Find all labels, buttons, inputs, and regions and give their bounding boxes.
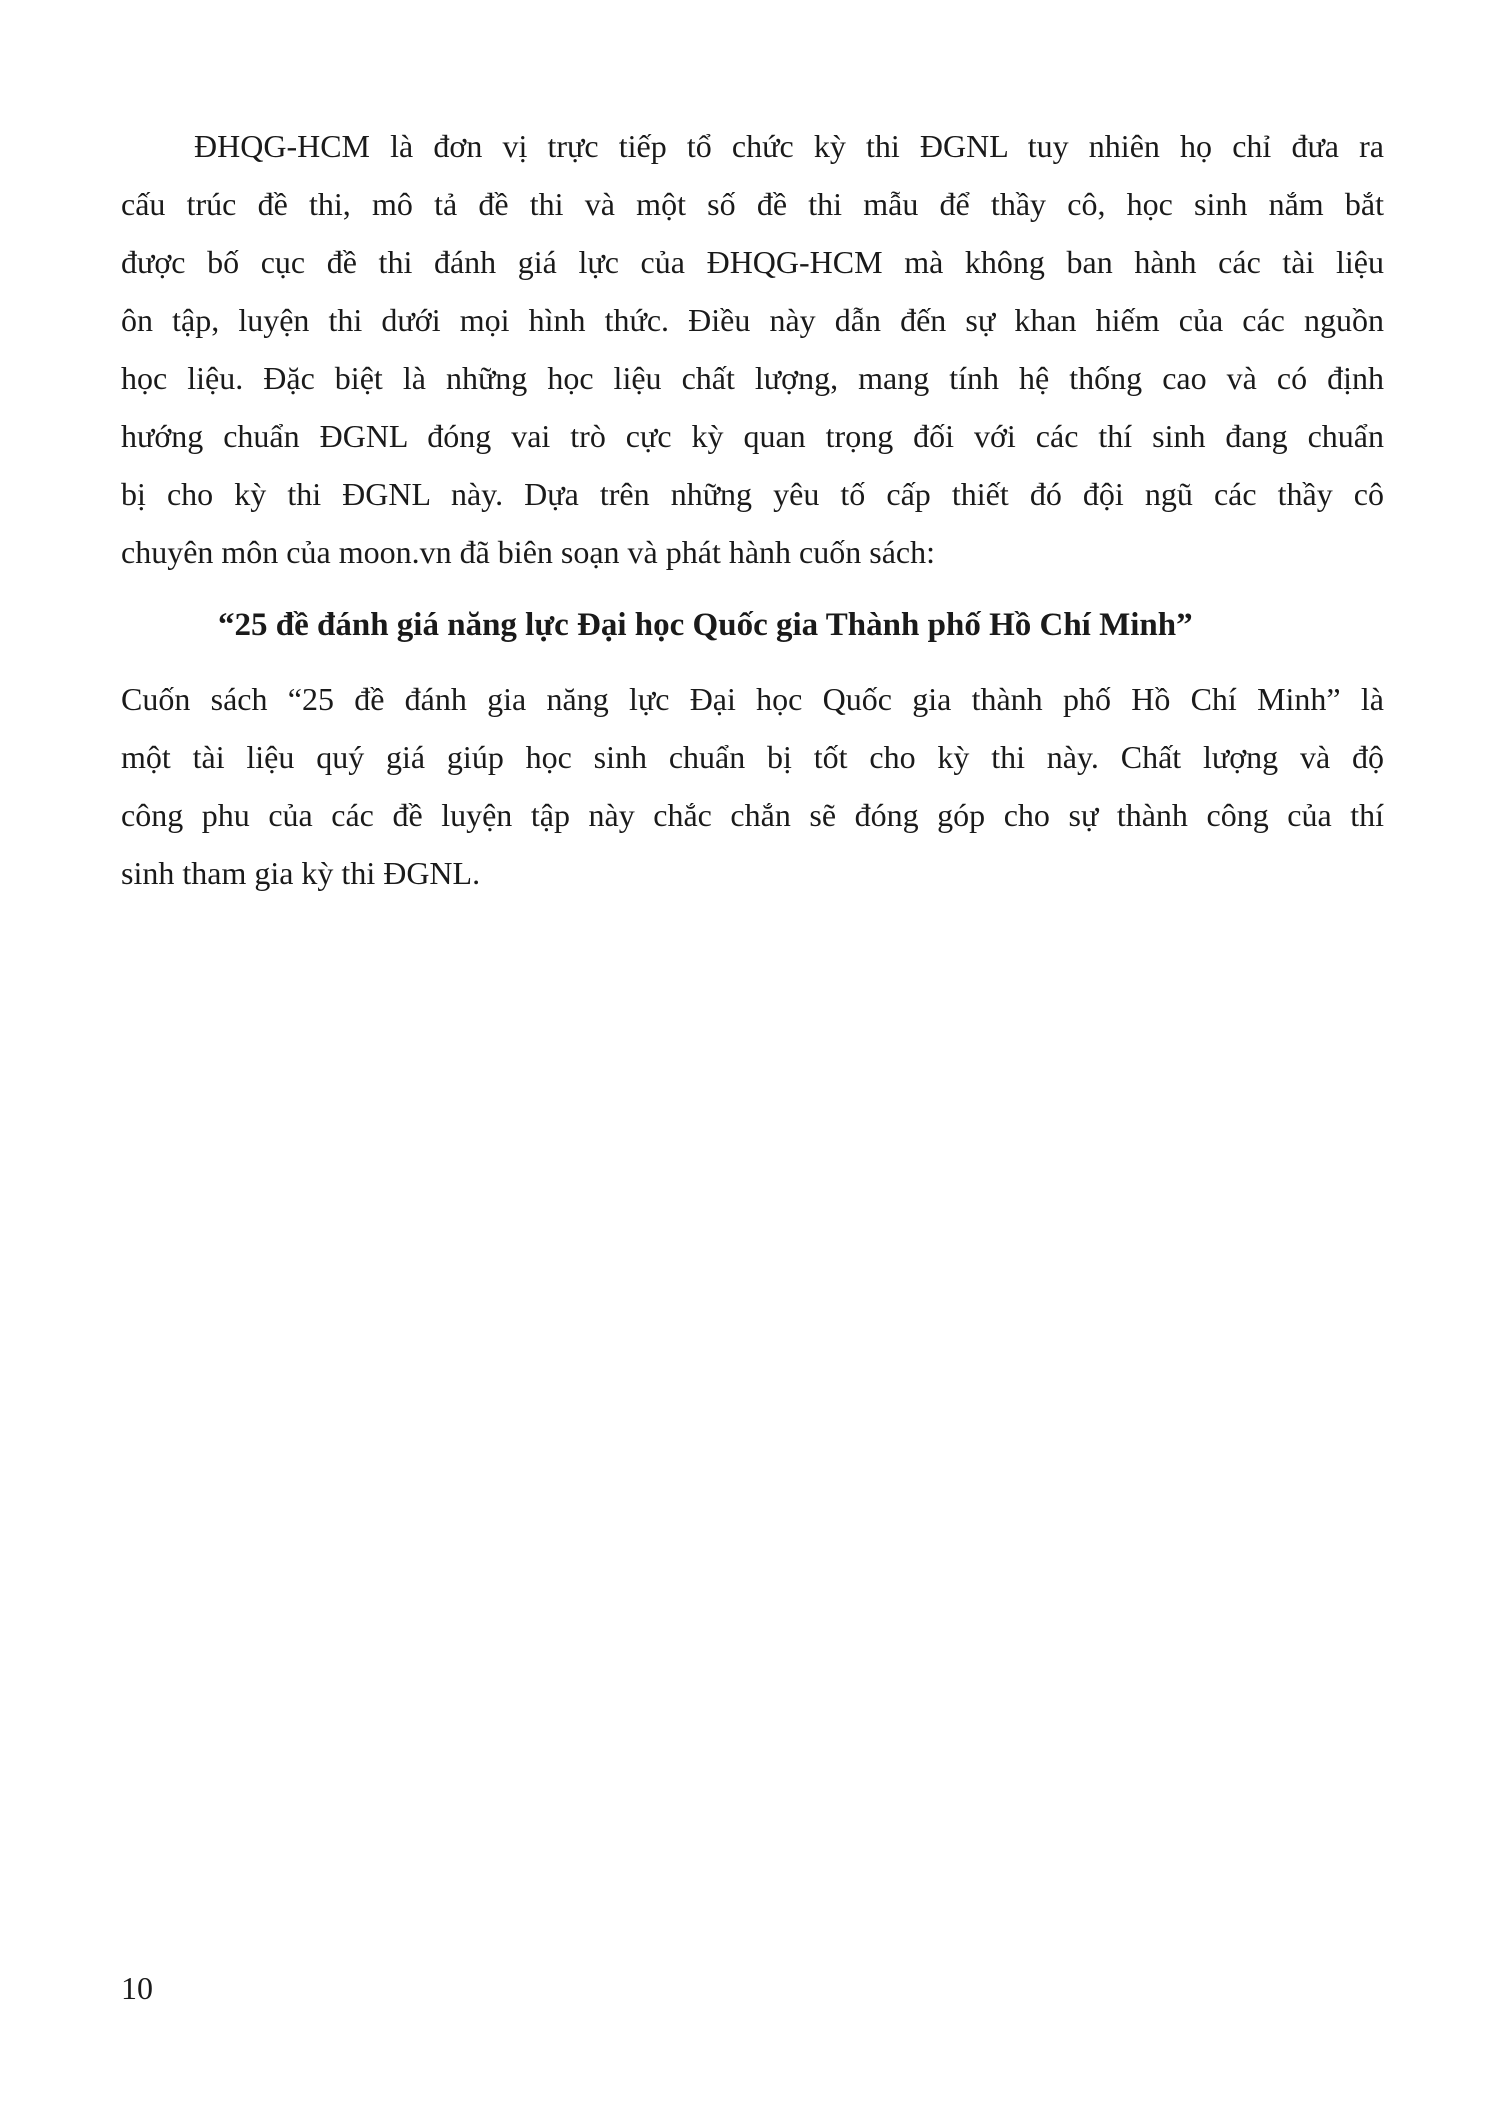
page-number: 10 <box>121 1970 153 2006</box>
paragraph-line: chuyên môn của moon.vn đã biên soạn và phát hành cuốn sách: <box>121 534 935 570</box>
paragraph-line: cấu trúc đề thi, mô tả đề thi và một số đề thi mẫu để thầy cô, học sinh nắm bắt <box>121 186 1384 222</box>
paragraph-line: Cuốn sách “25 đề đánh gia năng lực Đại học Quốc gia thành phố Hồ Chí Minh” là <box>121 681 1384 717</box>
paragraph-line: ôn tập, luyện thi dưới mọi hình thức. Điều này dẫn đến sự khan hiếm của các nguồn <box>121 302 1384 338</box>
intro-paragraph <box>121 117 1384 581</box>
book-description-paragraph <box>121 670 1384 902</box>
paragraph-line: được bố cục đề thi đánh giá lực của ĐHQG-HCM mà không ban hành các tài liệu <box>121 244 1384 280</box>
book-title: “25 đề đánh giá năng lực Đại học Quốc gia Thành phố Hồ Chí Minh” <box>218 607 1193 643</box>
paragraph-line: hướng chuẩn ĐGNL đóng vai trò cực kỳ quan trọng đối với các thí sinh đang chuẩn <box>121 418 1384 454</box>
paragraph-line: công phu của các đề luyện tập này chắc chắn sẽ đóng góp cho sự thành công của thí <box>121 797 1384 833</box>
paragraph-line: một tài liệu quý giá giúp học sinh chuẩn bị tốt cho kỳ thi này. Chất lượng và độ <box>121 739 1384 775</box>
paragraph-line: bị cho kỳ thi ĐGNL này. Dựa trên những yêu tố cấp thiết đó đội ngũ các thầy cô <box>121 476 1384 512</box>
paragraph-line: học liệu. Đặc biệt là những học liệu chất lượng, mang tính hệ thống cao và có định <box>121 360 1384 396</box>
paragraph-line: ĐHQG-HCM là đơn vị trực tiếp tổ chức kỳ thi ĐGNL tuy nhiên họ chỉ đưa ra <box>194 128 1384 164</box>
paragraph-line: sinh tham gia kỳ thi ĐGNL. <box>121 855 481 891</box>
